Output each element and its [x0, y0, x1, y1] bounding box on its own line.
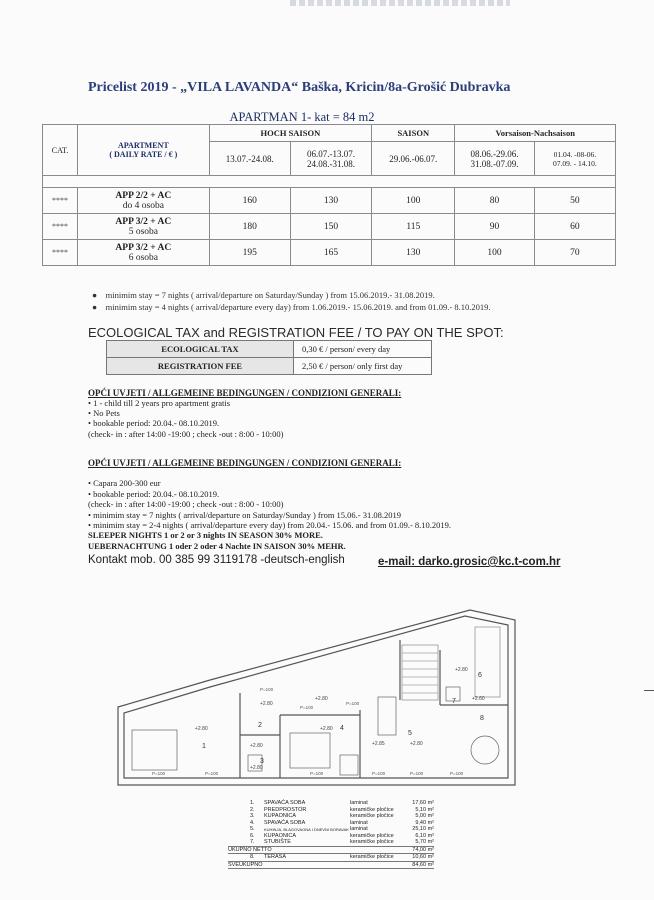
apartment-name: APP 3/2 + AC — [115, 242, 172, 253]
condition-line: • Capara 200-300 eur — [88, 478, 161, 488]
legend-total-row — [228, 846, 434, 854]
legend-no: 8. — [250, 854, 255, 861]
door-label: P=100 — [346, 701, 360, 706]
apartment-name: APP 2/2 + AC — [115, 190, 172, 201]
apartment-name-cell — [78, 188, 209, 214]
legend-floor: keramičke pločice — [350, 854, 394, 861]
legend-area: 10,60 m² — [412, 854, 434, 861]
price-cell: 195 — [209, 240, 290, 266]
price-cell: 100 — [455, 240, 534, 266]
floor-plan — [110, 605, 530, 790]
col-apartment: APARTMENT ( DAILY RATE / € ) — [78, 125, 209, 176]
legend-no: 5. — [250, 826, 255, 833]
price-cell: 80 — [455, 188, 534, 214]
scan-mark — [644, 690, 654, 691]
apartment-name: APP 3/2 + AC — [115, 216, 172, 227]
price-cell: 180 — [209, 214, 290, 240]
apartment-heading: APARTMAN 1- kat = 84 m2 — [229, 110, 375, 124]
category-stars: **** — [43, 240, 78, 266]
price-cell: 130 — [372, 240, 455, 266]
table-row — [43, 240, 616, 266]
table-row — [43, 214, 616, 240]
legend-total-label: SVEUKUPNO — [228, 861, 263, 868]
note-text: minimim stay = 7 nights ( arrival/departure on Saturday/Sunday ) from 15.06.2019.- 31.08.2019. — [105, 290, 435, 300]
season-saison: SAISON — [372, 125, 455, 142]
room-numbers — [202, 672, 484, 765]
price-cell: 70 — [534, 240, 615, 266]
legend-area: 9,40 m² — [415, 819, 434, 826]
legend-name: SPAVAĆA SOBA — [264, 819, 306, 826]
legend-row — [228, 854, 434, 862]
note-line — [92, 302, 491, 312]
legend-area: 5,70 m² — [415, 839, 434, 846]
stair-upper — [475, 627, 500, 697]
height-label: +2.85 — [372, 741, 385, 747]
bed-4 — [290, 733, 330, 768]
legend-name: KUPAONICA — [264, 813, 296, 820]
period-3: 29.06.-06.07. — [372, 142, 455, 176]
apartment-capacity: 5 osoba — [128, 226, 158, 237]
apartment-capacity: do 4 osoba — [122, 200, 164, 211]
condition-line: • bookable period: 20.04.- 08.10.2019. — [88, 489, 220, 499]
legend-floor: laminat — [350, 800, 368, 807]
stair — [402, 627, 500, 700]
legend-no: 6. — [250, 832, 255, 839]
legend-no: 2. — [250, 806, 255, 813]
email-text: e-mail: darko.grosic@kc.t-com.hr — [378, 556, 561, 568]
condition-line: • bookable period: 20.04.- 08.10.2019. — [88, 418, 220, 428]
legend-name: KUPAONICA — [264, 832, 296, 839]
door-label: P=100 — [152, 771, 166, 776]
bullet-icon: ● — [92, 302, 98, 312]
legend-no: 4. — [250, 819, 255, 826]
price-cell: 150 — [290, 214, 371, 240]
bullet-icon: ● — [92, 290, 98, 300]
legend-area: 17,60 m² — [412, 800, 434, 807]
legend-name: TERASA — [264, 854, 287, 861]
price-cell: 130 — [290, 188, 371, 214]
door-label: P=100 — [205, 771, 219, 776]
legend-floor: keramičke pločice — [350, 813, 394, 820]
room-legend — [228, 800, 434, 869]
scan-artifact — [290, 0, 510, 6]
legend-total-label: UKUPNO NETTO — [228, 846, 272, 853]
condition-line: • minimim stay = 2-4 nights ( arrival/departure every day) from 20.04.- 15.06. and from 01.09.- 8.10.2019. — [88, 520, 452, 530]
door-label: P=100 — [372, 771, 386, 776]
room-number: 1 — [202, 743, 206, 750]
height-label: +2.80 — [260, 701, 273, 707]
conditions-heading: OPĆI UVJETI / ALLGEMEINE BEDINGUNGEN / CONDIZIONI GENERALI: — [88, 388, 402, 398]
category-stars: **** — [43, 214, 78, 240]
room-number: 8 — [480, 715, 484, 722]
note-text: minimim stay = 4 nights ( arrival/departure every day) from 1.06.2019.- 15.06.2019. and from 01.09.- 8.10.2019. — [105, 302, 491, 312]
condition-line: • 1 - child till 2 years pro apartment gratis — [88, 398, 231, 408]
room-number: 7 — [452, 698, 456, 705]
legend-area: 25,10 m² — [412, 826, 434, 833]
price-cell: 60 — [534, 214, 615, 240]
phone-text: Kontakt mob. 00 385 99 3119178 -deutsch-english — [88, 554, 345, 566]
legend-total-value: 74,00 m² — [412, 846, 434, 853]
legend-area: 6,10 m² — [415, 832, 434, 839]
height-label: +2.80 — [250, 765, 263, 771]
door-label: P=100 — [310, 771, 324, 776]
season-hoch: HOCH SAISON — [209, 125, 372, 142]
legend-area: 5,00 m² — [415, 813, 434, 820]
apartment-capacity: 6 osoba — [128, 252, 158, 263]
door-label: P=100 — [450, 771, 464, 776]
door-label: P=100 — [410, 771, 424, 776]
legend-row — [228, 839, 434, 846]
contact-phone — [88, 554, 345, 566]
legend-name: SPAVAĆA SOBA — [264, 800, 306, 807]
table-row — [107, 358, 432, 375]
season-vor-nach: Vorsaison-Nachsaison — [455, 125, 616, 142]
apartment-name-cell — [78, 240, 209, 266]
dining-table — [378, 697, 396, 735]
legend-floor: laminat — [350, 819, 368, 826]
kitchen-unit — [340, 755, 358, 775]
height-label: +2.80 — [195, 726, 208, 732]
condition-line: • No Pets — [88, 408, 120, 418]
price-cell: 165 — [290, 240, 371, 266]
room-number: 2 — [258, 722, 262, 729]
period-1: 13.07.-24.08. — [209, 142, 290, 176]
fee-label: REGISTRATION FEE — [107, 358, 294, 375]
period-4: 08.06.-29.06. 31.08.-07.09. — [455, 142, 534, 176]
legend-name: KUHINJA, BLAGOVAONA I DNEVNI BORAVAK — [264, 826, 349, 832]
legend-floor: keramičke pločice — [350, 839, 394, 846]
legend-floor: laminat — [350, 826, 368, 833]
height-label: +2.60 — [472, 696, 485, 702]
price-cell: 90 — [455, 214, 534, 240]
table-row — [107, 341, 432, 358]
height-label: +2.80 — [320, 726, 333, 732]
height-label: +2.80 — [315, 696, 328, 702]
legend-floor: keramičke pločice — [350, 806, 394, 813]
price-table — [42, 124, 616, 266]
uebernachtung-line: UEBERNACHTUNG 1 oder 2 oder 4 Nachte IN SAISON 30% MEHR. — [88, 541, 346, 551]
condition-line: (check- in : after 14:00 -19:00 ; check -out : 8:00 - 10:00) — [88, 429, 284, 439]
price-cell: 50 — [534, 188, 615, 214]
price-cell: 100 — [372, 188, 455, 214]
height-label: +2.80 — [455, 667, 468, 673]
legend-area: 5,10 m² — [415, 806, 434, 813]
legend-no: 7. — [250, 839, 255, 846]
legend-name: PREDPROSTOR — [264, 806, 307, 813]
contact-email[interactable] — [378, 556, 560, 568]
price-cell: 160 — [209, 188, 290, 214]
sleeper-nights-line: SLEEPER NIGHTS 1 or 2 or 3 nights IN SEASON 30% MORE. — [88, 530, 323, 540]
fee-label: ECOLOGICAL TAX — [107, 341, 294, 358]
room-number: 6 — [478, 672, 482, 679]
category-stars: **** — [43, 188, 78, 214]
condition-line: • minimim stay = 7 nights ( arrival/departure on Saturday/Sunday ) from 15.06.- 31.08.2019 — [88, 510, 402, 520]
apartment-name-cell — [78, 214, 209, 240]
condition-line: (check- in : after 14:00 -19:00 ; check -out : 8:00 - 10:00) — [88, 499, 284, 509]
bed-1 — [132, 730, 177, 770]
fee-table — [106, 340, 432, 375]
height-label: +2.80 — [410, 741, 423, 747]
legend-total-row — [228, 861, 434, 869]
room-number: 5 — [408, 730, 412, 737]
legend-no: 1. — [250, 800, 255, 807]
table-row — [43, 188, 616, 214]
page-title: Pricelist 2019 - „VILA LAVANDA“ Baška, Kricin/8a-Grošić Dubravka — [88, 80, 511, 95]
legend-floor: keramičke pločice — [350, 832, 394, 839]
legend-name: STUBIŠTE — [264, 839, 291, 846]
fee-value: 2,50 € / person/ only first day — [294, 358, 432, 375]
col-cat: CAT. — [43, 125, 78, 176]
period-5: 01.04. -08-06. 07.09. - 14.10. — [534, 142, 615, 176]
note-line — [92, 290, 435, 300]
period-2: 06.07.-13.07. 24.08.-31.08. — [290, 142, 371, 176]
terrace-table — [471, 736, 499, 764]
eco-heading: ECOLOGICAL TAX and REGISTRATION FEE / TO PAY ON THE SPOT: — [88, 325, 504, 340]
legend-total-value: 84,60 m² — [412, 861, 434, 868]
room-number: 4 — [340, 725, 344, 732]
conditions-heading: OPĆI UVJETI / ALLGEMEINE BEDINGUNGEN / CONDIZIONI GENERALI: — [88, 458, 402, 468]
door-label: P=100 — [300, 705, 314, 710]
door-label: P=100 — [260, 687, 274, 692]
height-label: +2.80 — [250, 743, 263, 749]
fee-value: 0,30 € / person/ every day — [294, 341, 432, 358]
room-number: 3 — [260, 758, 264, 765]
legend-no: 3. — [250, 813, 255, 820]
price-cell: 115 — [372, 214, 455, 240]
